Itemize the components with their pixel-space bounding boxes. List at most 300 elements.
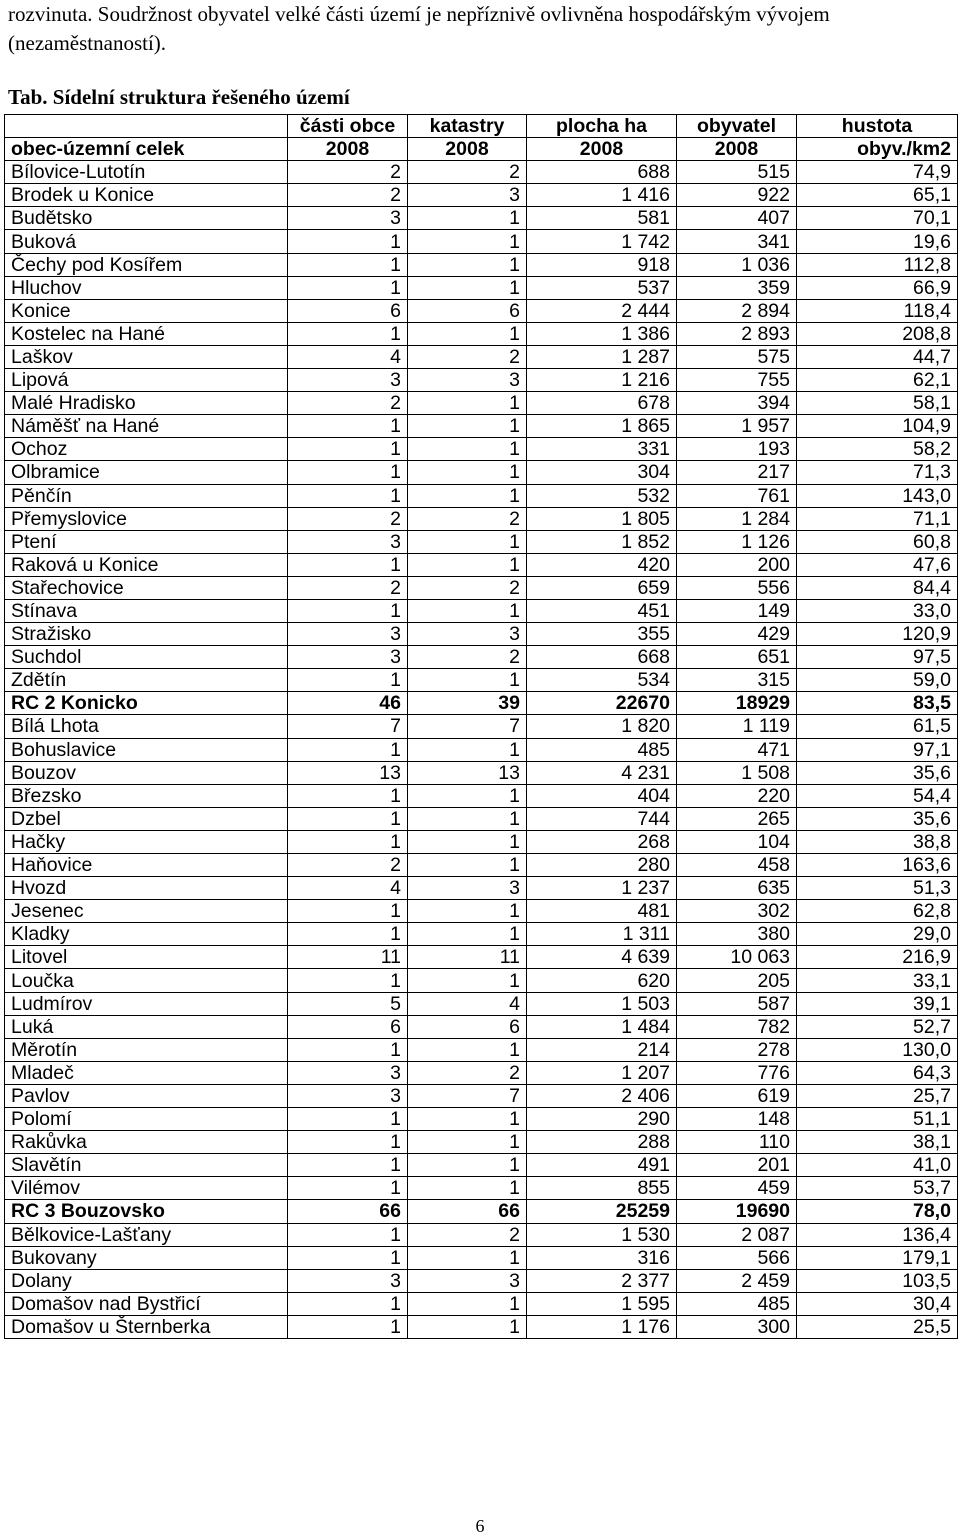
row-value-cell: 1 bbox=[408, 969, 527, 992]
row-value-cell: 922 bbox=[677, 184, 797, 207]
row-value-cell: 70,1 bbox=[797, 207, 958, 230]
row-value-cell: 1 bbox=[288, 1292, 408, 1315]
table-row bbox=[5, 807, 958, 830]
table-row bbox=[5, 438, 958, 461]
row-value-cell: 1 bbox=[288, 1038, 408, 1061]
row-value-cell: 25,7 bbox=[797, 1084, 958, 1107]
row-value-cell: 341 bbox=[677, 230, 797, 253]
row-value-cell: 1 bbox=[288, 230, 408, 253]
table-row bbox=[5, 1315, 958, 1338]
row-value-cell: 61,5 bbox=[797, 715, 958, 738]
row-value-cell: 481 bbox=[527, 900, 677, 923]
table-row bbox=[5, 392, 958, 415]
row-value-cell: 1 bbox=[408, 484, 527, 507]
row-value-cell: 35,6 bbox=[797, 807, 958, 830]
row-value-cell: 485 bbox=[527, 738, 677, 761]
page-number: 6 bbox=[475, 1516, 485, 1536]
row-value-cell: 532 bbox=[527, 484, 677, 507]
row-name-cell: Březsko bbox=[5, 784, 288, 807]
table-row bbox=[5, 877, 958, 900]
settlement-structure-table bbox=[4, 114, 958, 1339]
row-value-cell: 216,9 bbox=[797, 946, 958, 969]
row-value-cell: 1 852 bbox=[527, 530, 677, 553]
row-name-cell: Ptení bbox=[5, 530, 288, 553]
row-value-cell: 3 bbox=[288, 623, 408, 646]
row-value-cell: 38,1 bbox=[797, 1131, 958, 1154]
row-name-cell: Loučka bbox=[5, 969, 288, 992]
row-value-cell: 4 231 bbox=[527, 761, 677, 784]
row-value-cell: 1 bbox=[288, 484, 408, 507]
row-value-cell: 120,9 bbox=[797, 623, 958, 646]
row-value-cell: 855 bbox=[527, 1177, 677, 1200]
row-value-cell: 1 bbox=[408, 1038, 527, 1061]
row-value-cell: 2 087 bbox=[677, 1223, 797, 1246]
table-row bbox=[5, 484, 958, 507]
row-value-cell: 149 bbox=[677, 599, 797, 622]
row-value-cell: 1 742 bbox=[527, 230, 677, 253]
row-value-cell: 1 216 bbox=[527, 369, 677, 392]
row-value-cell: 136,4 bbox=[797, 1223, 958, 1246]
row-value-cell: 2 bbox=[408, 1061, 527, 1084]
row-value-cell: 3 bbox=[408, 877, 527, 900]
row-value-cell: 2 bbox=[288, 184, 408, 207]
row-value-cell: 1 bbox=[408, 207, 527, 230]
row-value-cell: 1 bbox=[288, 553, 408, 576]
row-value-cell: 13 bbox=[408, 761, 527, 784]
table-row bbox=[5, 1292, 958, 1315]
row-value-cell: 1 bbox=[408, 461, 527, 484]
row-name-cell: Dolany bbox=[5, 1269, 288, 1292]
row-value-cell: 1 957 bbox=[677, 415, 797, 438]
row-name-cell: Konice bbox=[5, 299, 288, 322]
row-value-cell: 1 bbox=[408, 900, 527, 923]
row-value-cell: 1 bbox=[288, 599, 408, 622]
row-value-cell: 688 bbox=[527, 161, 677, 184]
table-row bbox=[5, 738, 958, 761]
row-value-cell: 1 bbox=[288, 969, 408, 992]
row-value-cell: 1 bbox=[408, 599, 527, 622]
row-value-cell: 1 bbox=[408, 438, 527, 461]
row-value-cell: 1 284 bbox=[677, 507, 797, 530]
row-value-cell: 1 bbox=[408, 830, 527, 853]
row-value-cell: 2 444 bbox=[527, 299, 677, 322]
row-name-cell: Pavlov bbox=[5, 1084, 288, 1107]
row-value-cell: 359 bbox=[677, 276, 797, 299]
row-value-cell: 2 bbox=[288, 854, 408, 877]
row-name-cell: Stínava bbox=[5, 599, 288, 622]
row-name-cell: Bělkovice-Lašťany bbox=[5, 1223, 288, 1246]
row-value-cell: 1 bbox=[408, 276, 527, 299]
row-value-cell: 1 865 bbox=[527, 415, 677, 438]
row-value-cell: 1 bbox=[408, 807, 527, 830]
row-value-cell: 44,7 bbox=[797, 345, 958, 368]
row-value-cell: 2 bbox=[408, 1223, 527, 1246]
row-value-cell: 1 bbox=[408, 1246, 527, 1269]
row-value-cell: 1 595 bbox=[527, 1292, 677, 1315]
row-value-cell: 25259 bbox=[527, 1200, 677, 1223]
row-value-cell: 71,1 bbox=[797, 507, 958, 530]
row-name-cell: Měrotín bbox=[5, 1038, 288, 1061]
row-value-cell: 581 bbox=[527, 207, 677, 230]
row-value-cell: 110 bbox=[677, 1131, 797, 1154]
row-value-cell: 2 bbox=[408, 507, 527, 530]
table-row bbox=[5, 253, 958, 276]
row-value-cell: 4 639 bbox=[527, 946, 677, 969]
row-value-cell: 18929 bbox=[677, 692, 797, 715]
row-value-cell: 278 bbox=[677, 1038, 797, 1061]
row-value-cell: 38,8 bbox=[797, 830, 958, 853]
row-value-cell: 3 bbox=[408, 623, 527, 646]
row-value-cell: 1 237 bbox=[527, 877, 677, 900]
row-value-cell: 62,1 bbox=[797, 369, 958, 392]
row-value-cell: 575 bbox=[677, 345, 797, 368]
row-value-cell: 1 bbox=[288, 1223, 408, 1246]
row-value-cell: 3 bbox=[288, 1084, 408, 1107]
row-value-cell: 2 bbox=[288, 507, 408, 530]
row-name-cell: Polomí bbox=[5, 1108, 288, 1131]
row-value-cell: 1 bbox=[408, 230, 527, 253]
row-value-cell: 179,1 bbox=[797, 1246, 958, 1269]
row-value-cell: 4 bbox=[288, 345, 408, 368]
row-value-cell: 3 bbox=[408, 184, 527, 207]
row-value-cell: 782 bbox=[677, 1015, 797, 1038]
row-value-cell: 288 bbox=[527, 1131, 677, 1154]
table-row bbox=[5, 507, 958, 530]
row-value-cell: 33,1 bbox=[797, 969, 958, 992]
row-value-cell: 1 311 bbox=[527, 923, 677, 946]
table-row bbox=[5, 322, 958, 345]
row-name-cell: Vilémov bbox=[5, 1177, 288, 1200]
row-value-cell: 66 bbox=[288, 1200, 408, 1223]
row-name-cell: Ochoz bbox=[5, 438, 288, 461]
row-name-cell: Mladeč bbox=[5, 1061, 288, 1084]
row-value-cell: 33,0 bbox=[797, 599, 958, 622]
row-value-cell: 6 bbox=[408, 1015, 527, 1038]
row-value-cell: 304 bbox=[527, 461, 677, 484]
row-name-cell: Dzbel bbox=[5, 807, 288, 830]
table-row bbox=[5, 184, 958, 207]
row-value-cell: 1 bbox=[288, 415, 408, 438]
row-value-cell: 11 bbox=[408, 946, 527, 969]
row-value-cell: 1 805 bbox=[527, 507, 677, 530]
row-name-cell: Luká bbox=[5, 1015, 288, 1038]
row-value-cell: 58,2 bbox=[797, 438, 958, 461]
row-name-cell: Budětsko bbox=[5, 207, 288, 230]
row-value-cell: 1 820 bbox=[527, 715, 677, 738]
row-value-cell: 1 bbox=[408, 392, 527, 415]
row-value-cell: 451 bbox=[527, 599, 677, 622]
row-value-cell: 3 bbox=[288, 369, 408, 392]
row-name-cell: Suchdol bbox=[5, 646, 288, 669]
row-value-cell: 60,8 bbox=[797, 530, 958, 553]
row-value-cell: 163,6 bbox=[797, 854, 958, 877]
row-value-cell: 331 bbox=[527, 438, 677, 461]
table-row bbox=[5, 784, 958, 807]
row-value-cell: 537 bbox=[527, 276, 677, 299]
row-value-cell: 1 bbox=[288, 1108, 408, 1131]
row-value-cell: 659 bbox=[527, 576, 677, 599]
row-value-cell: 1 bbox=[408, 854, 527, 877]
row-value-cell: 78,0 bbox=[797, 1200, 958, 1223]
table-header-row-units bbox=[5, 138, 958, 161]
row-value-cell: 25,5 bbox=[797, 1315, 958, 1338]
table-header-row-years-titles bbox=[5, 115, 958, 138]
row-value-cell: 51,3 bbox=[797, 877, 958, 900]
row-value-cell: 59,0 bbox=[797, 669, 958, 692]
row-value-cell: 58,1 bbox=[797, 392, 958, 415]
header-cell: 2008 bbox=[288, 138, 408, 161]
row-value-cell: 1 036 bbox=[677, 253, 797, 276]
row-value-cell: 1 bbox=[408, 1315, 527, 1338]
row-value-cell: 1 508 bbox=[677, 761, 797, 784]
row-value-cell: 52,7 bbox=[797, 1015, 958, 1038]
row-name-cell: Pěnčín bbox=[5, 484, 288, 507]
row-name-cell: Hvozd bbox=[5, 877, 288, 900]
table-row bbox=[5, 992, 958, 1015]
row-value-cell: 1 287 bbox=[527, 345, 677, 368]
row-value-cell: 1 416 bbox=[527, 184, 677, 207]
row-value-cell: 84,4 bbox=[797, 576, 958, 599]
table-row bbox=[5, 830, 958, 853]
row-value-cell: 1 bbox=[288, 1131, 408, 1154]
table-row bbox=[5, 1015, 958, 1038]
row-value-cell: 619 bbox=[677, 1084, 797, 1107]
header-cell: obyv./km2 bbox=[797, 138, 958, 161]
row-name-cell: RC 3 Bouzovsko bbox=[5, 1200, 288, 1223]
table-row bbox=[5, 530, 958, 553]
row-value-cell: 587 bbox=[677, 992, 797, 1015]
row-name-cell: Olbramice bbox=[5, 461, 288, 484]
table-row bbox=[5, 1038, 958, 1061]
row-value-cell: 7 bbox=[288, 715, 408, 738]
row-value-cell: 1 bbox=[288, 784, 408, 807]
row-value-cell: 22670 bbox=[527, 692, 677, 715]
header-cell: katastry bbox=[408, 115, 527, 138]
table-row bbox=[5, 1131, 958, 1154]
table-row bbox=[5, 461, 958, 484]
row-value-cell: 1 bbox=[288, 923, 408, 946]
row-value-cell: 302 bbox=[677, 900, 797, 923]
table-row bbox=[5, 1177, 958, 1200]
table-row bbox=[5, 761, 958, 784]
row-value-cell: 2 893 bbox=[677, 322, 797, 345]
row-value-cell: 2 bbox=[408, 161, 527, 184]
row-value-cell: 1 bbox=[288, 276, 408, 299]
row-value-cell: 1 207 bbox=[527, 1061, 677, 1084]
row-name-cell: Haňovice bbox=[5, 854, 288, 877]
table-row bbox=[5, 299, 958, 322]
row-value-cell: 1 bbox=[408, 784, 527, 807]
table-row bbox=[5, 599, 958, 622]
row-value-cell: 97,1 bbox=[797, 738, 958, 761]
row-name-cell: Zdětín bbox=[5, 669, 288, 692]
table-row bbox=[5, 623, 958, 646]
row-value-cell: 491 bbox=[527, 1154, 677, 1177]
row-value-cell: 3 bbox=[288, 646, 408, 669]
row-value-cell: 1 bbox=[408, 1108, 527, 1131]
row-value-cell: 29,0 bbox=[797, 923, 958, 946]
row-value-cell: 7 bbox=[408, 715, 527, 738]
row-value-cell: 1 386 bbox=[527, 322, 677, 345]
row-value-cell: 6 bbox=[408, 299, 527, 322]
row-value-cell: 200 bbox=[677, 553, 797, 576]
row-value-cell: 1 bbox=[408, 923, 527, 946]
row-value-cell: 280 bbox=[527, 854, 677, 877]
row-name-cell: Slavětín bbox=[5, 1154, 288, 1177]
table-row bbox=[5, 946, 958, 969]
row-value-cell: 755 bbox=[677, 369, 797, 392]
row-value-cell: 118,4 bbox=[797, 299, 958, 322]
row-value-cell: 148 bbox=[677, 1108, 797, 1131]
row-value-cell: 1 119 bbox=[677, 715, 797, 738]
table-row bbox=[5, 1200, 958, 1223]
row-value-cell: 485 bbox=[677, 1292, 797, 1315]
row-value-cell: 776 bbox=[677, 1061, 797, 1084]
table-row bbox=[5, 1154, 958, 1177]
row-value-cell: 678 bbox=[527, 392, 677, 415]
table-row bbox=[5, 692, 958, 715]
row-value-cell: 1 bbox=[408, 1292, 527, 1315]
row-value-cell: 193 bbox=[677, 438, 797, 461]
row-value-cell: 429 bbox=[677, 623, 797, 646]
row-name-cell: Bílá Lhota bbox=[5, 715, 288, 738]
row-value-cell: 380 bbox=[677, 923, 797, 946]
header-cell: 2008 bbox=[408, 138, 527, 161]
table-row bbox=[5, 207, 958, 230]
row-value-cell: 394 bbox=[677, 392, 797, 415]
row-name-cell: Hačky bbox=[5, 830, 288, 853]
row-value-cell: 205 bbox=[677, 969, 797, 992]
row-value-cell: 104 bbox=[677, 830, 797, 853]
table-row bbox=[5, 415, 958, 438]
row-value-cell: 2 377 bbox=[527, 1269, 677, 1292]
row-name-cell: Bouzov bbox=[5, 761, 288, 784]
row-value-cell: 2 459 bbox=[677, 1269, 797, 1292]
row-value-cell: 1 bbox=[408, 1131, 527, 1154]
row-value-cell: 46 bbox=[288, 692, 408, 715]
row-value-cell: 112,8 bbox=[797, 253, 958, 276]
row-value-cell: 2 bbox=[408, 345, 527, 368]
row-value-cell: 1 503 bbox=[527, 992, 677, 1015]
table-row bbox=[5, 1269, 958, 1292]
row-value-cell: 1 484 bbox=[527, 1015, 677, 1038]
row-name-cell: Hluchov bbox=[5, 276, 288, 299]
row-name-cell: Buková bbox=[5, 230, 288, 253]
row-value-cell: 130,0 bbox=[797, 1038, 958, 1061]
row-value-cell: 315 bbox=[677, 669, 797, 692]
row-value-cell: 6 bbox=[288, 299, 408, 322]
row-value-cell: 201 bbox=[677, 1154, 797, 1177]
row-value-cell: 41,0 bbox=[797, 1154, 958, 1177]
row-value-cell: 1 bbox=[288, 1246, 408, 1269]
row-value-cell: 300 bbox=[677, 1315, 797, 1338]
header-cell: obyvatel bbox=[677, 115, 797, 138]
row-value-cell: 39,1 bbox=[797, 992, 958, 1015]
row-value-cell: 1 bbox=[288, 830, 408, 853]
row-value-cell: 103,5 bbox=[797, 1269, 958, 1292]
table-row bbox=[5, 276, 958, 299]
row-value-cell: 1 bbox=[408, 1154, 527, 1177]
row-value-cell: 3 bbox=[288, 1269, 408, 1292]
header-cell: obec-územní celek bbox=[5, 138, 288, 161]
row-value-cell: 2 406 bbox=[527, 1084, 677, 1107]
row-value-cell: 217 bbox=[677, 461, 797, 484]
row-value-cell: 744 bbox=[527, 807, 677, 830]
row-value-cell: 6 bbox=[288, 1015, 408, 1038]
row-value-cell: 97,5 bbox=[797, 646, 958, 669]
table-row bbox=[5, 715, 958, 738]
row-value-cell: 1 bbox=[288, 738, 408, 761]
row-value-cell: 1 bbox=[288, 900, 408, 923]
row-value-cell: 19,6 bbox=[797, 230, 958, 253]
row-value-cell: 1 bbox=[288, 322, 408, 345]
row-value-cell: 265 bbox=[677, 807, 797, 830]
row-value-cell: 30,4 bbox=[797, 1292, 958, 1315]
row-value-cell: 1 176 bbox=[527, 1315, 677, 1338]
row-value-cell: 918 bbox=[527, 253, 677, 276]
row-name-cell: RC 2 Konicko bbox=[5, 692, 288, 715]
row-name-cell: Malé Hradisko bbox=[5, 392, 288, 415]
header-cell: 2008 bbox=[677, 138, 797, 161]
row-value-cell: 1 bbox=[408, 415, 527, 438]
row-value-cell: 1 bbox=[288, 1177, 408, 1200]
row-name-cell: Domašov u Šternberka bbox=[5, 1315, 288, 1338]
row-value-cell: 471 bbox=[677, 738, 797, 761]
row-value-cell: 2 bbox=[288, 576, 408, 599]
row-value-cell: 1 bbox=[408, 1177, 527, 1200]
row-name-cell: Ludmírov bbox=[5, 992, 288, 1015]
row-value-cell: 39 bbox=[408, 692, 527, 715]
header-cell: plocha ha bbox=[527, 115, 677, 138]
row-value-cell: 4 bbox=[288, 877, 408, 900]
row-value-cell: 2 bbox=[408, 646, 527, 669]
row-name-cell: Rakůvka bbox=[5, 1131, 288, 1154]
table-row bbox=[5, 345, 958, 368]
row-value-cell: 47,6 bbox=[797, 553, 958, 576]
table-body bbox=[5, 161, 958, 1339]
table-row bbox=[5, 1246, 958, 1269]
table-row bbox=[5, 669, 958, 692]
row-value-cell: 316 bbox=[527, 1246, 677, 1269]
table-row bbox=[5, 923, 958, 946]
row-value-cell: 1 530 bbox=[527, 1223, 677, 1246]
row-value-cell: 515 bbox=[677, 161, 797, 184]
row-value-cell: 1 126 bbox=[677, 530, 797, 553]
row-value-cell: 268 bbox=[527, 830, 677, 853]
row-value-cell: 1 bbox=[408, 738, 527, 761]
row-value-cell: 2 894 bbox=[677, 299, 797, 322]
row-value-cell: 53,7 bbox=[797, 1177, 958, 1200]
row-name-cell: Lipová bbox=[5, 369, 288, 392]
row-value-cell: 668 bbox=[527, 646, 677, 669]
row-name-cell: Bohuslavice bbox=[5, 738, 288, 761]
row-value-cell: 1 bbox=[408, 669, 527, 692]
row-value-cell: 566 bbox=[677, 1246, 797, 1269]
row-value-cell: 620 bbox=[527, 969, 677, 992]
row-name-cell: Přemyslovice bbox=[5, 507, 288, 530]
row-name-cell: Litovel bbox=[5, 946, 288, 969]
intro-paragraph: rozvinuta. Soudržnost obyvatel velké části území je nepříznivě ovlivněna hospodářským vývojem (nezaměstnaností). bbox=[8, 2, 830, 55]
row-value-cell: 71,3 bbox=[797, 461, 958, 484]
row-value-cell: 3 bbox=[288, 530, 408, 553]
row-value-cell: 404 bbox=[527, 784, 677, 807]
row-value-cell: 1 bbox=[288, 461, 408, 484]
row-value-cell: 54,4 bbox=[797, 784, 958, 807]
row-name-cell: Kostelec na Hané bbox=[5, 322, 288, 345]
row-value-cell: 1 bbox=[288, 438, 408, 461]
row-value-cell: 64,3 bbox=[797, 1061, 958, 1084]
row-value-cell: 1 bbox=[408, 253, 527, 276]
